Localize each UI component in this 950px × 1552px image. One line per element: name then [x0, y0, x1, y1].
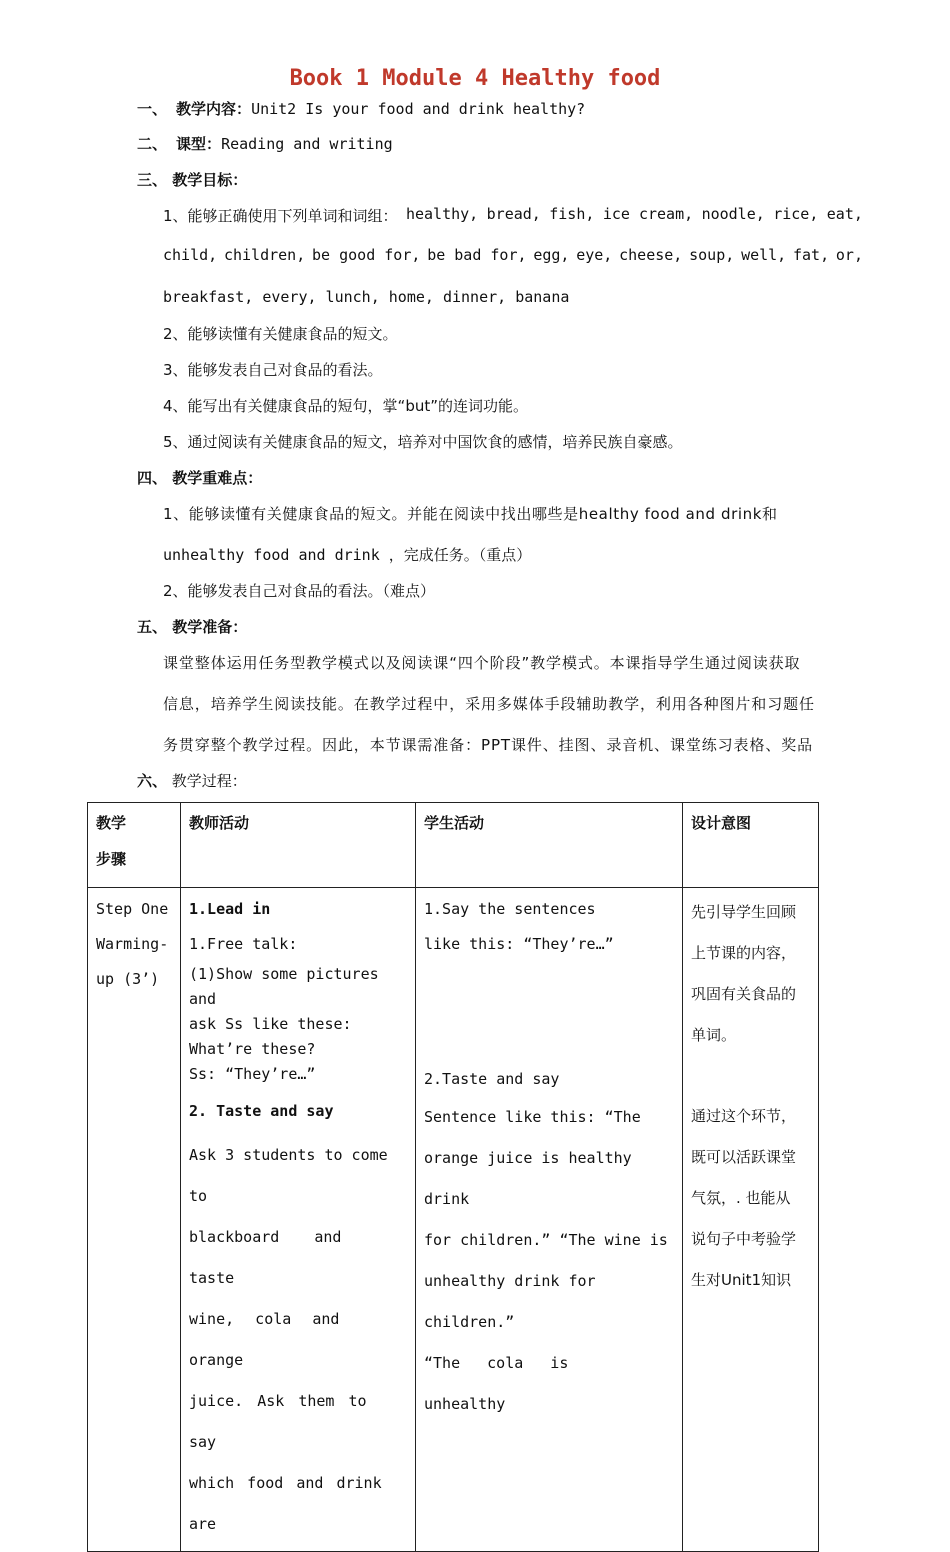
- design-text: 通过这个环节，: [691, 1107, 797, 1125]
- section-objectives: [137, 169, 247, 190]
- word: soup,: [689, 246, 735, 264]
- section-label: 教学内容：: [176, 100, 252, 118]
- student-text: like this: “They’re…”: [424, 935, 614, 953]
- section-number: 一、: [137, 100, 168, 118]
- teacher-text: blackboard and taste: [189, 1228, 342, 1287]
- objective-2: 2、能够读懂有关健康食品的短文。: [163, 325, 398, 343]
- section-value: Reading and writing: [221, 135, 393, 153]
- design-text: 说句子中考验学: [691, 1230, 797, 1248]
- word: healthy,: [405, 205, 479, 223]
- key-point-1-line-2: unhealthy food and drink ，完成任务。（重点）: [163, 546, 532, 564]
- key-point-1-line-1: 1、能够读懂有关健康食品的短文。并能在阅读中找出哪些是healthy food and drink和: [163, 505, 778, 523]
- teacher-text: wine, cola and orange: [189, 1310, 340, 1369]
- header-step: [88, 803, 181, 888]
- section-key-points: [137, 467, 262, 488]
- word: well,: [741, 246, 787, 264]
- design-text: 上节课的内容，: [691, 944, 797, 962]
- teacher-heading: 1.Lead in: [189, 900, 271, 918]
- word: ice cream,: [602, 205, 694, 223]
- word: fish,: [549, 205, 595, 223]
- student-text: children.”: [424, 1313, 515, 1331]
- header-text: 学生活动: [424, 814, 485, 832]
- design-text: 单词。: [691, 1026, 737, 1044]
- header-text: 教学: [96, 814, 127, 832]
- teacher-text: 1.Free talk:: [189, 935, 298, 953]
- section-label: 教学目标：: [172, 171, 248, 189]
- design-text: 巩固有关食品的: [691, 985, 797, 1003]
- section-preparation: [137, 616, 247, 637]
- student-text: 1.Say the sentences: [424, 900, 596, 918]
- section-number: 三、: [137, 171, 168, 189]
- text: 1、能够正确使用下列单词和词组：: [163, 207, 398, 225]
- section-number: 六、: [137, 772, 168, 790]
- section-content: [137, 98, 585, 119]
- student-text: for children.” “The wine is: [424, 1231, 668, 1249]
- word: cheese,: [619, 246, 683, 264]
- page-title: Book 1 Module 4 Healthy food: [289, 66, 661, 91]
- teacher-heading: 2. Taste and say: [189, 1102, 334, 1120]
- design-cell: [683, 888, 819, 1552]
- teacher-text: juice. Ask them to say: [189, 1392, 367, 1451]
- header-design: [683, 803, 819, 888]
- word: children,: [223, 246, 306, 264]
- word: or,: [835, 246, 863, 264]
- design-text: 既可以活跃课堂: [691, 1148, 797, 1166]
- header-teacher: [181, 803, 416, 888]
- word: noodle,: [701, 205, 765, 223]
- design-text: 先引导学生回顾: [691, 903, 797, 921]
- word: fat,: [793, 246, 830, 264]
- objective-5: 5、通过阅读有关健康食品的短文，培养对中国饮食的感情，培养民族自豪感。: [163, 433, 683, 451]
- student-heading: 2.Taste and say: [424, 1070, 560, 1088]
- section-value: Unit2 Is your food and drink healthy?: [251, 100, 586, 118]
- objective-1-line-2: [163, 246, 863, 264]
- header-text: 设计意图: [691, 814, 752, 832]
- student-text: orange juice is healthy drink: [424, 1149, 632, 1208]
- section-label: 教学准备：: [172, 618, 248, 636]
- section-label: 课型：: [176, 135, 222, 153]
- word: be good for,: [312, 246, 421, 264]
- design-text: 气氛，. 也能从: [691, 1189, 791, 1207]
- student-text: Sentence like this: “The: [424, 1108, 641, 1126]
- section-number: 五、: [137, 618, 168, 636]
- objective-3: 3、能够发表自己对食品的看法。: [163, 361, 383, 379]
- word: eat,: [826, 205, 863, 223]
- section-number: 四、: [137, 469, 168, 487]
- design-text: 生对Unit1知识: [691, 1271, 792, 1289]
- word: bread,: [486, 205, 541, 223]
- section-process: [137, 770, 247, 791]
- header-text: 教师活动: [189, 814, 250, 832]
- objective-4: 4、能写出有关健康食品的短句，掌“but”的连词功能。: [163, 397, 528, 415]
- teacher-cell: [181, 888, 416, 1552]
- preparation-line-1: 课堂整体运用任务型教学模式以及阅读课“四个阶段”教学模式。本课指导学生通过阅读获取: [163, 654, 801, 672]
- word: child,: [163, 246, 218, 264]
- key-point-2: 2、能够发表自己对食品的看法。（难点）: [163, 582, 436, 600]
- word: be bad for,: [427, 246, 527, 264]
- header-text: 步骤: [96, 850, 127, 868]
- word: rice,: [773, 205, 819, 223]
- objective-1-line-1: [163, 205, 863, 226]
- word: eye,: [576, 246, 613, 264]
- teacher-text: which food and drink are: [189, 1474, 382, 1533]
- teacher-text: (1)Show some pictures and: [189, 965, 379, 1008]
- table-row: [88, 888, 819, 1552]
- section-label: 教学重难点：: [172, 469, 263, 487]
- preparation-line-2: 信息，培养学生阅读技能。在教学过程中，采用多媒体手段辅助教学，利用各种图片和习题任: [163, 695, 815, 713]
- student-text: unhealthy drink for: [424, 1272, 596, 1290]
- objective-1-line-3: breakfast, every, lunch, home, dinner, banana: [163, 288, 570, 306]
- step-text: Warming-: [96, 935, 169, 953]
- process-table: [87, 802, 819, 1552]
- section-label: 教学过程：: [171, 772, 247, 790]
- step-cell: [88, 888, 181, 1552]
- step-text: Step One: [96, 900, 169, 918]
- teacher-text: ask Ss like these:: [189, 1015, 352, 1033]
- student-cell: [416, 888, 683, 1552]
- table-header-row: [88, 803, 819, 888]
- student-text: “The cola is unhealthy: [424, 1354, 569, 1413]
- word: egg,: [533, 246, 570, 264]
- teacher-text: Ask 3 students to come to: [189, 1146, 388, 1205]
- header-student: [416, 803, 683, 888]
- teacher-text: Ss: “They’re…”: [189, 1065, 316, 1083]
- step-text: up (3’): [96, 970, 160, 988]
- section-number: 二、: [137, 135, 168, 153]
- section-type: [137, 133, 393, 154]
- preparation-line-3: 务贯穿整个教学过程。因此，本节课需准备：PPT课件、挂图、录音机、课堂练习表格、奖品: [163, 736, 814, 754]
- teacher-text: What’re these?: [189, 1040, 316, 1058]
